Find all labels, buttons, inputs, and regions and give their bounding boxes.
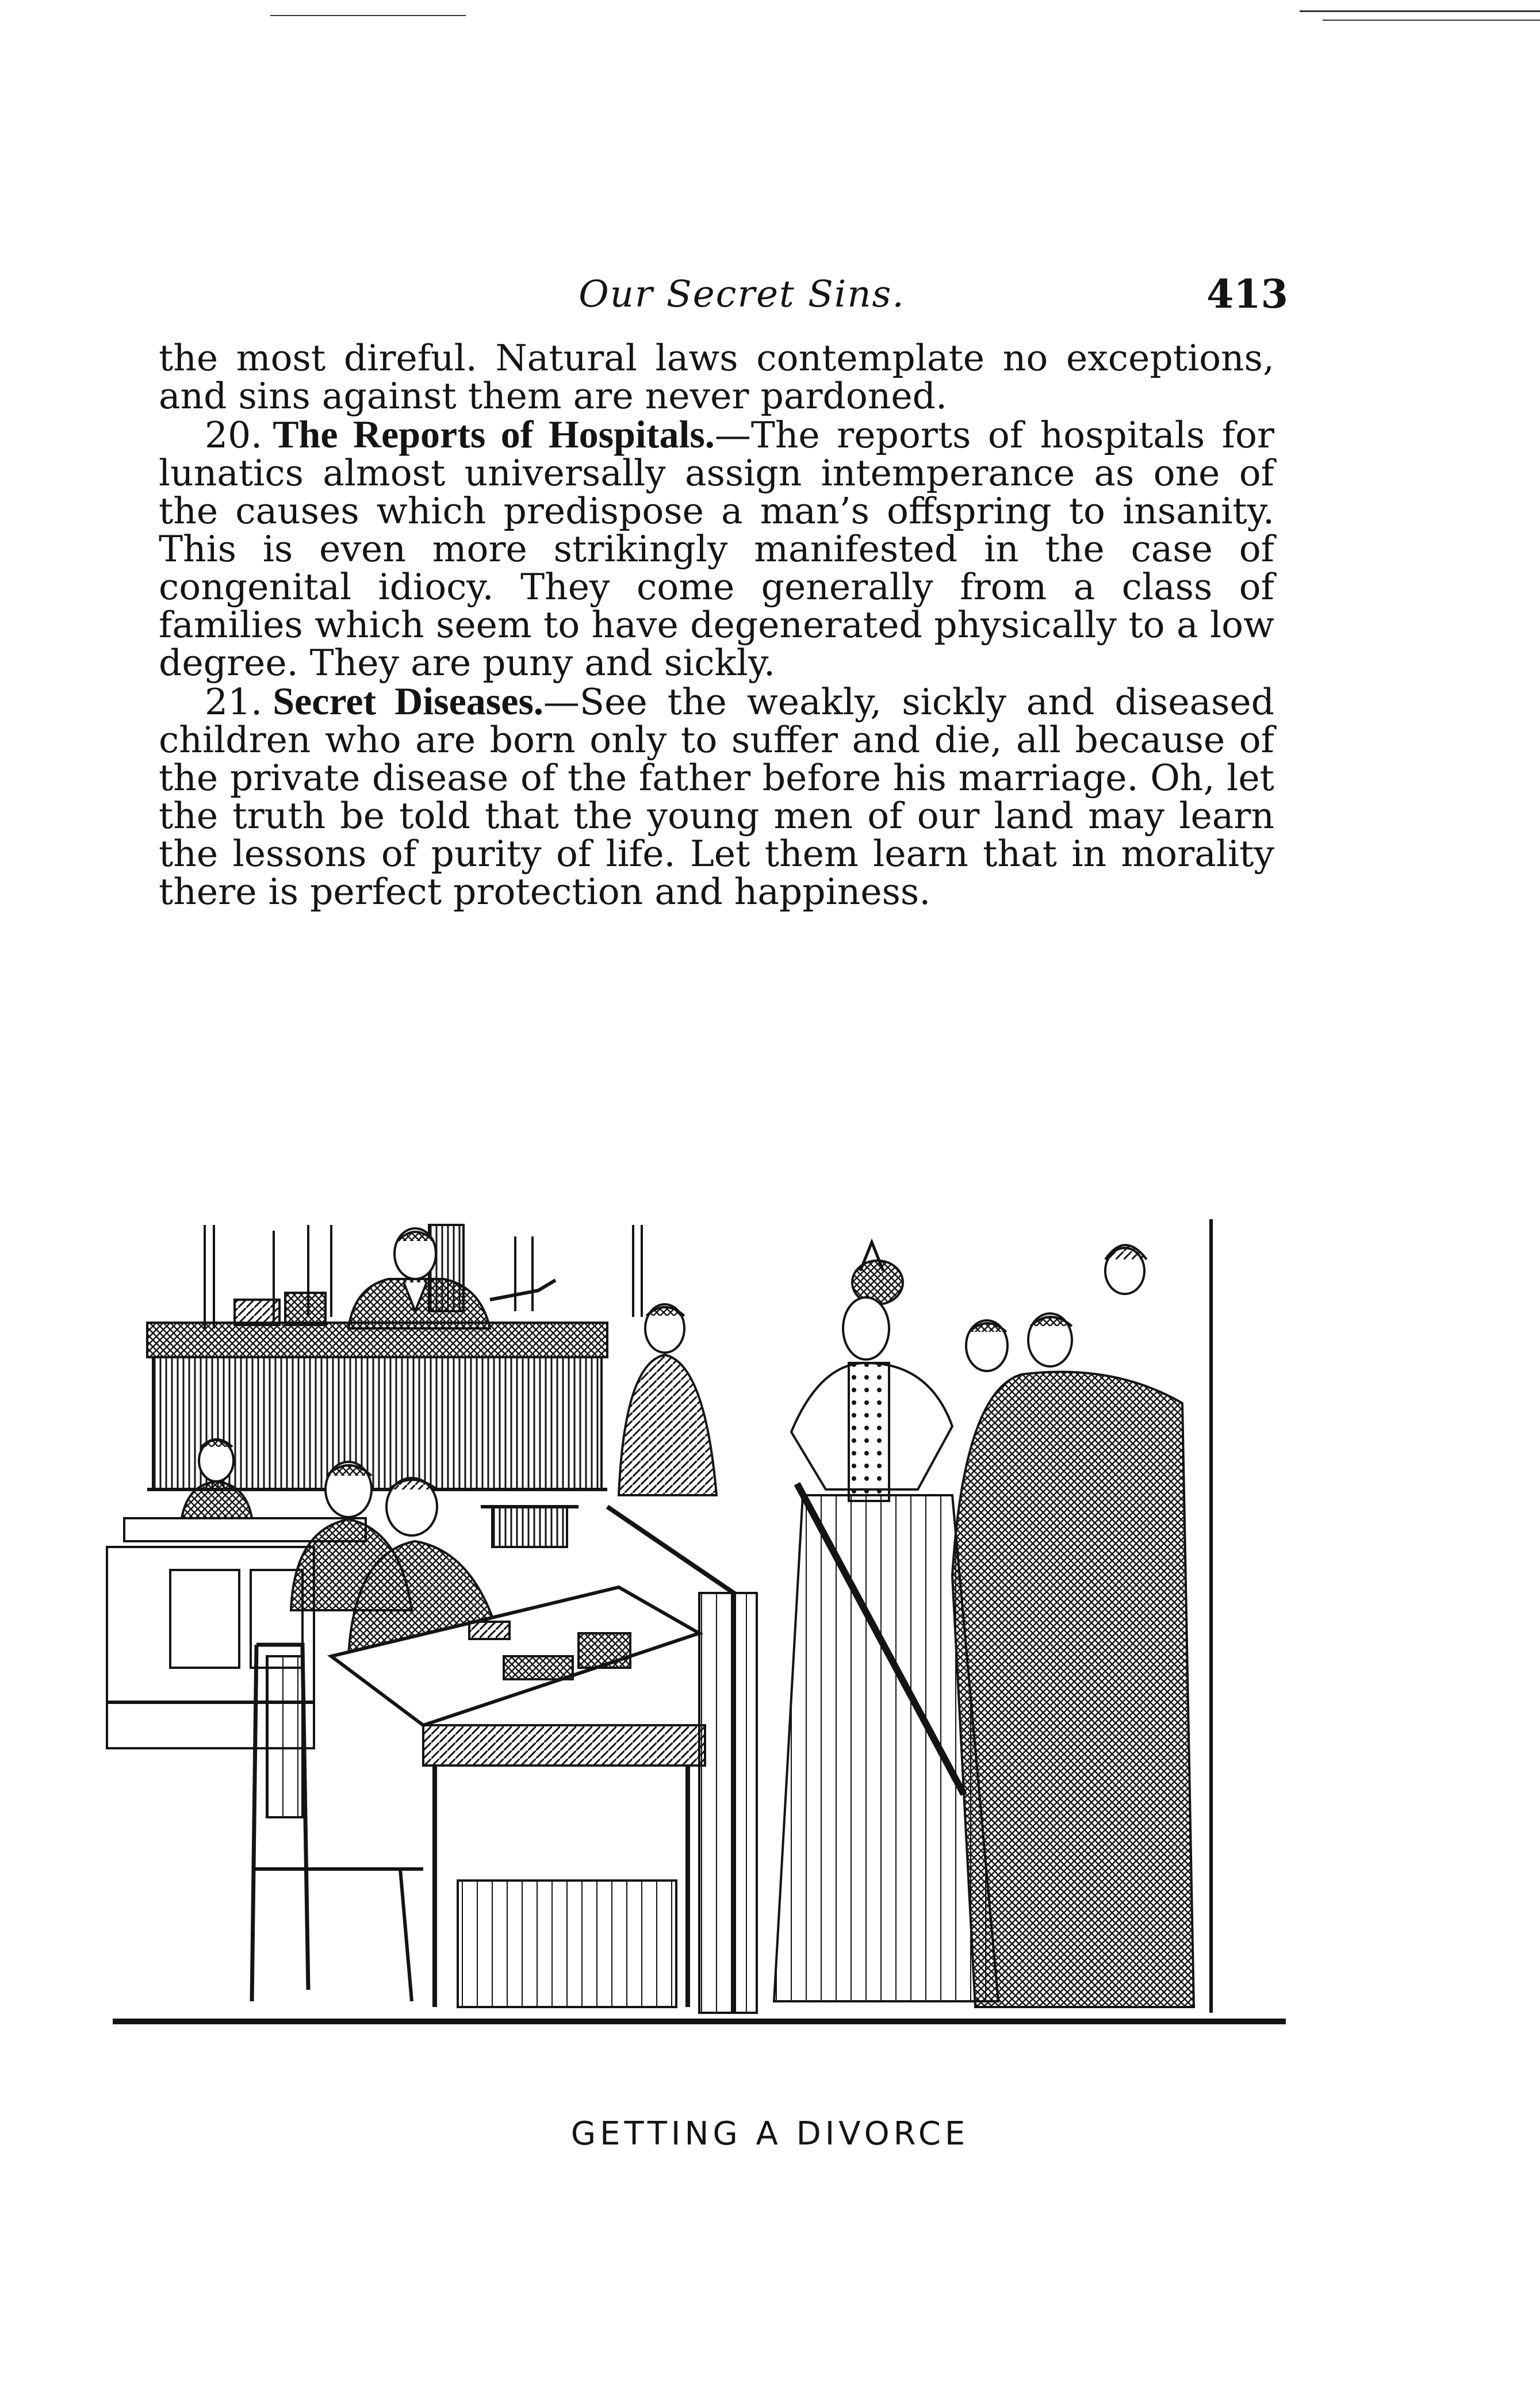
scan-edge-line: [1323, 20, 1540, 21]
section-heading: Secret Diseases.: [273, 679, 543, 723]
running-header: [161, 266, 1288, 323]
section-paragraph: [159, 679, 1275, 913]
figure-caption: GETTING A DIVORCE: [570, 2115, 970, 2153]
body-text: [159, 339, 1274, 911]
section-number: 20.: [205, 414, 263, 456]
scan-edge-line: [1300, 10, 1540, 12]
scan-edge-line: [270, 15, 466, 16]
section-paragraph: [159, 412, 1275, 684]
page-number: 413: [1206, 271, 1288, 317]
continuation-paragraph: the most direful. Natural laws contemplate no exceptions, and sins against them are never pardoned.: [159, 337, 1274, 417]
courtroom-engraving: [101, 1219, 1295, 2070]
section-number: 21.: [205, 681, 263, 723]
running-title: Our Secret Sins.: [579, 273, 905, 316]
section-text: —See the weakly, sickly and diseased children who are born only to suffer and die, all because of the private disease of the father before his marriage. Oh, let the truth be told that the young men of our land may learn the lessons of purity of life. Let them learn that in morality there is perfect protection and happiness.: [159, 681, 1275, 913]
section-text: —The reports of hospitals for lunatics almost universally assign intemperance as one of the causes which predispose a man’s offspring to insanity. This is even more strikingly manifested in the case of congenital idiocy. They come generally from a class of families which seem to have degenerated physically to a low degree. They are puny and sickly.: [159, 414, 1275, 684]
courtroom-illustration: [101, 1219, 1295, 2070]
section-heading: The Reports of Hospitals.: [273, 412, 715, 456]
